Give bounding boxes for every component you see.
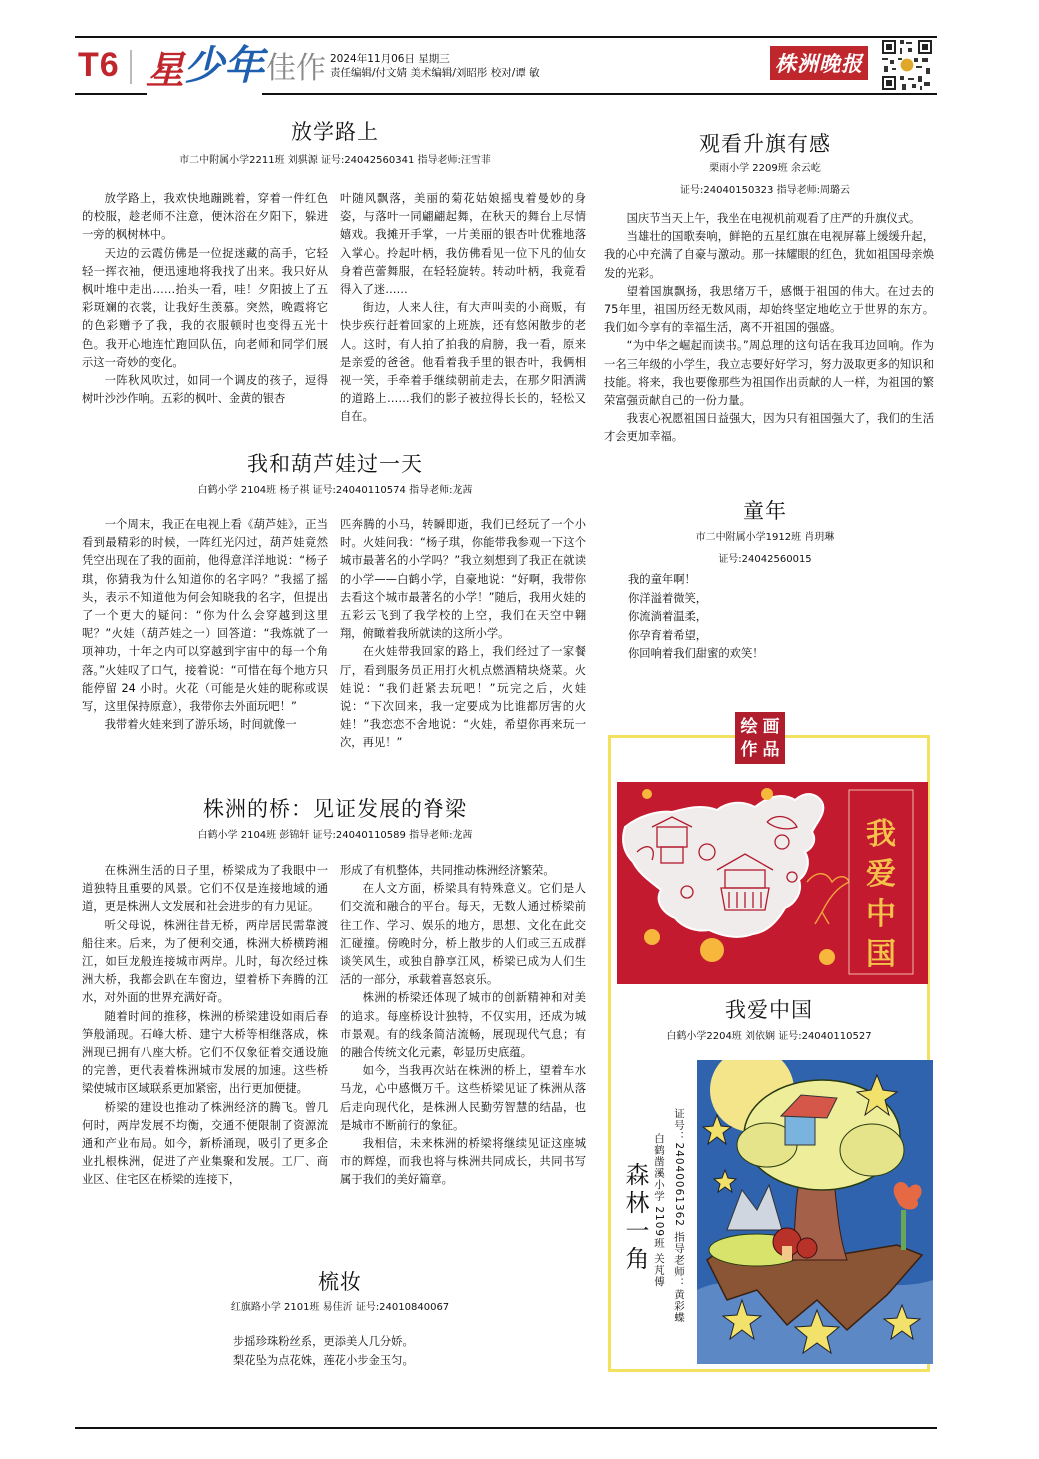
poem-line: 我的童年啊！ <box>628 573 696 586</box>
art-tag-char: 绘 <box>740 716 758 737</box>
article-title: 观看升旗有感 <box>699 132 831 156</box>
footer-rule <box>75 1427 937 1429</box>
paragraph: 形成了有机整体，共同推动株洲经济繁荣。 <box>340 864 555 877</box>
article-title: 梳妆 <box>318 1270 362 1294</box>
article-byline-id: 证号:24040150323 指导老师:周璐云 <box>680 185 850 196</box>
article-byline: 白鹤小学 2104班 彭锦轩 证号:24040110589 指导老师:龙茜 <box>197 830 473 841</box>
paragraph: 国庆节当天上午，我坐在电视机前观看了庄严的升旗仪式。 <box>626 212 921 225</box>
poem <box>233 1333 414 1370</box>
paragraph: 天边的云霞仿佛是一位捉迷藏的高手，它轻轻一挥衣袖，便迅速地将我找了出来。我只好从枫叶堆中走出……抬头一看，哇！夕阳披上了五彩斑斓的衣裳，让我好生羡慕。突然，晚霞将它的色彩赠予了我，我的衣服顿时也变得五光十色。我开心地连忙跑回队伍，向老师和同学们展示这一奇妙的变化。 <box>82 246 328 369</box>
painting-byline-id: 证号：24040061362 指导老师：黄彩蝶 <box>673 1108 685 1324</box>
article-column <box>82 862 328 1190</box>
art-tag-char: 作 <box>740 739 758 760</box>
poem <box>628 571 764 664</box>
header-separator <box>130 50 132 84</box>
paragraph: 如今，当我再次站在株洲的桥上，望着车水马龙，心中感慨万千。这些桥梁见证了株洲从落后走向现代化，是株洲人民勤劳智慧的结晶，也是城市不断前行的象征。 <box>340 1064 586 1132</box>
poem-line: 你洋溢着微笑， <box>628 591 708 605</box>
painted-char: 我 <box>866 817 896 852</box>
paragraph: 匹奔腾的小马，转瞬即逝，我们已经玩了一个小时。火娃问我：“杨子琪，你能带我参观一下这个城市最著名的小学吗？”我立刻想到了我正在就读的小学——白鹤小学，自豪地说：“好啊，我带你去看这个城市最著名的小学！”随后，我用火娃的五彩云飞到了我学校的上空，我们在天空中翱翔，俯瞰着我所就读的这所小学。 <box>340 518 586 641</box>
poem-line: 你流淌着温柔， <box>628 610 708 623</box>
paragraph: 我带着火娃来到了游乐场，时间就像一 <box>104 718 297 732</box>
article-column <box>340 516 586 753</box>
paragraph: 在株洲生活的日子里，桥梁成为了我眼中一道独特且重要的风景。它们不仅是连接地域的通道，更是株洲人文发展和社会进步的有力见证。 <box>82 864 328 914</box>
date-line: 2024年11月06日 星期三 <box>330 53 450 65</box>
art-tag-char: 品 <box>762 739 780 760</box>
article-title: 放学路上 <box>291 120 379 144</box>
article-title: 童年 <box>743 499 787 523</box>
section-brand <box>146 38 326 94</box>
paragraph: 一个周末，我正在电视上看《葫芦娃》，正当看到最精彩的时候，一阵红光闪过，葫芦娃竟然凭空出现在了我的面前，他得意洋洋地说：“杨子琪，你猜我为什么知道你的名字吗？”我摇了摇头，表示不知道他为何会知晓我的名字，但提出了一个更大的疑问：“你为什么会穿越到这里呢？”火娃（葫芦娃之一）回答道：“我炼就了一项神功，十年之内可以穿越到宇宙中的每一个角落。”火娃叹了口气，接着说：“可惜在每个地方只能停留 24 小时。火花（可能是火娃的昵称或误写，这里保持原意），我带你去外面玩吧！” <box>82 518 328 714</box>
paragraph: 在火娃带我回家的路上，我们经过了一家餐厅，看到服务员正用打火机点燃酒精块烧菜。火娃说：“我们赶紧去玩吧！”玩完之后，火娃说：“下次回来，我一定要成为比谁都厉害的火娃！”我恋恋不舍地说：“火娃，希望你再来玩一次，再见！” <box>340 645 586 750</box>
article-column <box>340 862 586 1190</box>
china-map-papercut-icon <box>617 782 928 984</box>
editors-line: 责任编辑/付文婧 美术编辑/刘昭彤 校对/谭 敏 <box>330 67 540 79</box>
logo-rule-top <box>760 36 868 38</box>
article-byline-id: 证号:24042560015 <box>718 554 812 565</box>
article-column <box>604 210 934 447</box>
painted-char: 爱 <box>866 857 896 892</box>
article-column <box>82 516 328 734</box>
article-byline: 市二中附属小学2211班 刘骐源 证号:24042560341 指导老师:汪雪菲 <box>179 155 491 166</box>
floating-tree-island-icon <box>697 1060 933 1364</box>
painting-byline: 白鹤小学2204班 刘依娴 证号:24040110527 <box>666 1031 872 1042</box>
paragraph: 在人文方面，桥梁具有特殊意义。它们是人们交流和融合的平台。每天，无数人通过桥梁前往工作、学习、娱乐的地方，思想、文化在此交汇碰撞。傍晚时分，桥上散步的人们或三五成群谈笑风生，或独自静享江风，桥梁已成为人们生活的一部分，承载着喜怒哀乐。 <box>340 882 586 987</box>
paragraph: 一阵秋风吹过，如同一个调皮的孩子，逗得树叶沙沙作响。五彩的枫叶、金黄的银杏 <box>82 374 328 406</box>
paragraph: 我衷心祝愿祖国日益强大，因为只有祖国强大了，我们的生活才会更加幸福。 <box>604 412 934 444</box>
poem-line: 你回响着我们甜蜜的欢笑！ <box>628 647 764 660</box>
logo-rule-bottom <box>760 93 868 95</box>
paragraph: 桥梁的建设也推动了株洲经济的腾飞。曾几何时，两岸发展不均衡，交通不便限制了资源流通和产业布局。如今，新桥涌现，吸引了更多企业扎根株洲，促进了产业集聚和发展。工厂、商业区、住宅区在桥梁的连接下， <box>82 1100 328 1187</box>
article-column <box>340 190 586 427</box>
article-title: 我和葫芦娃过一天 <box>247 452 423 476</box>
paragraph: 望着国旗飘扬，我思绪万千，感慨于祖国的伟大。在过去的75年里，祖国历经无数风雨，却始终坚定地屹立于世界的东方。我们如今享有的幸福生活，离不开祖国的强盛。 <box>604 284 934 335</box>
article-byline: 红旗路小学 2101班 易佳沂 证号:24010840067 <box>230 1302 450 1313</box>
qr-code-icon[interactable] <box>880 38 934 92</box>
poem-line: 梨花坠为点花姝，莲花小步金玉匀。 <box>233 1353 414 1367</box>
brand-char-star: 星 <box>146 48 185 92</box>
art-works-tag <box>735 712 785 764</box>
header-bottom-rule-left <box>75 93 147 95</box>
paragraph: 街边，人来人往，有大声叫卖的小商贩，有快步疾行赶着回家的上班族，还有悠闲散步的老人。这时，有人拍了拍我的肩膀，我一看，原来是亲爱的爸爸。他看着我手里的银杏叶，我俩相视一笑，手牵着手继续朝前走去，在那夕阳洒满的道路上……我们的影子被拉得长长的，轻松又自在。 <box>340 301 586 424</box>
painting-title: 森林一角 <box>621 1162 649 1274</box>
painting-forest-corner <box>697 1060 933 1364</box>
paragraph: 叶随风飘落，美丽的菊花姑娘摇曳着曼妙的身姿，与落叶一同翩翩起舞，在秋天的舞台上尽情嬉戏。我摊开手掌，一片美丽的银杏叶优雅地落入掌心。拎起叶柄，我仿佛看见一位下凡的仙女身着芭蕾舞服，在轻轻旋转。转动叶柄，我竟看得入了迷…… <box>340 192 586 297</box>
article-column <box>82 190 328 408</box>
paragraph: 听父母说，株洲往昔无桥，两岸居民需靠渡船往来。后来，为了便利交通，株洲大桥横跨湘江，如巨龙般连接城市两岸。儿时，每次经过株洲大桥，我都会趴在车窗边，望着桥下奔腾的江水，对外面的世界充满好奇。 <box>82 918 328 1005</box>
painting-i-love-china <box>617 782 928 984</box>
painting-byline-school: 白鹤凿溪小学 2109班 关芃傅 <box>653 1133 665 1288</box>
painted-char: 国 <box>866 937 896 972</box>
painted-char: 中 <box>866 897 896 932</box>
poem-line: 你孕育着希望， <box>628 628 708 642</box>
painting-title: 我爱中国 <box>725 998 813 1022</box>
paragraph: 当雄壮的国歌奏响，鲜艳的五星红旗在电视屏幕上缓缓升起，我的心中充满了自豪与激动。那一抹耀眼的红色，犹如祖国母亲焕发的光彩。 <box>604 230 934 280</box>
art-tag-char: 画 <box>762 716 780 737</box>
brand-label-works: 佳作 <box>266 51 327 86</box>
paragraph: 放学路上，我欢快地蹦跳着，穿着一件红色的校服，趁老师不注意，便沐浴在夕阳下，躲进一旁的枫树林中。 <box>82 192 328 242</box>
paragraph: 随着时间的推移，株洲的桥梁建设如雨后春笋般涌现。石峰大桥、建宁大桥等相继落成，株洲现已拥有八座大桥。它们不仅象征着交通设施的完善，更代表着株洲城市发展的加速。这些桥梁使城市区域联系更加紧密，出行更加便捷。 <box>82 1009 328 1096</box>
header-meta <box>330 52 540 80</box>
article-byline: 白鹤小学 2104班 杨子祺 证号:24040110574 指导老师:龙茜 <box>197 485 473 496</box>
newspaper-logo: 株洲晚报 <box>770 46 868 80</box>
poem-line: 步摇珍珠粉丝系，更添美人几分娇。 <box>233 1335 414 1348</box>
paragraph: “为中华之崛起而读书。”周总理的这句话在我耳边回响。作为一名三年级的小学生，我立志要好好学习，努力汲取更多的知识和技能。将来，我也要像那些为祖国作出贡献的人一样，为祖国的繁荣富强贡献自己的一份力量。 <box>604 339 934 408</box>
paragraph: 株洲的桥梁还体现了城市的创新精神和对美的追求。每座桥设计独特，不仅实用，还成为城市景观。有的线条简洁流畅，展现现代气息；有的融合传统文化元素，彰显历史底蕴。 <box>340 991 586 1060</box>
page-number: T6 <box>78 46 120 84</box>
article-byline: 栗雨小学 2209班 余云屹 <box>709 163 821 174</box>
paragraph: 我相信，未来株洲的桥梁将继续见证这座城市的辉煌，而我也将与株洲共同成长，共同书写属于我们的美好篇章。 <box>340 1137 586 1187</box>
brand-char-youth: 少年 <box>184 43 265 89</box>
article-title: 株洲的桥：见证发展的脊梁 <box>203 797 467 821</box>
article-byline: 市二中附属小学1912班 肖玥琳 <box>695 532 835 543</box>
